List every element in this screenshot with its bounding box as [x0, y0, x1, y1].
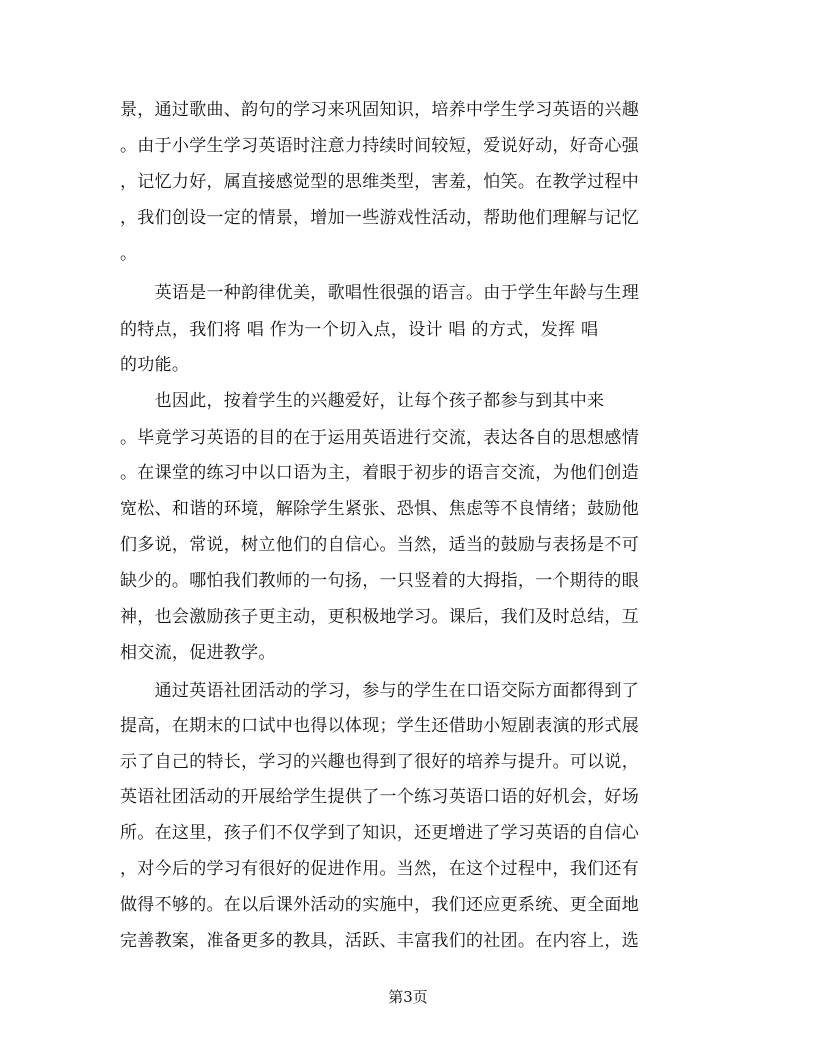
text-line: 缺少的。哪怕我们教师的一句扬，一只竖着的大拇指，一个期待的眼: [120, 571, 639, 591]
text-line: 英语是一种韵律优美，歌唱性很强的语言。由于学生年龄与生理: [120, 283, 639, 303]
text-line: 神，也会激励孩子更主动，更积极地学习。课后，我们及时总结，互: [120, 607, 639, 627]
text-line: 示了自己的特长，学习的兴趣也得到了很好的培养与提升。可以说，: [120, 752, 639, 772]
text-line: ，记忆力好，属直接感觉型的思维类型，害羞，怕笑。在教学过程中: [120, 172, 639, 192]
text-line: 提高，在期末的口试中也得以体现；学生还借助小短剧表演的形式展: [120, 716, 639, 736]
text-line: 完善教案，准备更多的教具，活跃、丰富我们的社团。在内容上，选: [120, 931, 639, 951]
text-line: 的功能。: [120, 355, 190, 375]
page-number: 第3页: [388, 988, 428, 1006]
text-line: 们多说，常说，树立他们的自信心。当然，适当的鼓励与表扬是不可: [120, 535, 639, 555]
text-line: 。在课堂的练习中以口语为主，着眼于初步的语言交流，为他们创造: [120, 463, 639, 483]
text-line: 也因此，按着学生的兴趣爱好，让每个孩子都参与到其中来: [120, 391, 605, 411]
text-line: ，对今后的学习有很好的促进作用。当然，在这个过程中，我们还有: [120, 859, 639, 879]
text-line: 。: [120, 244, 138, 264]
text-line: 通过英语社团活动的学习，参与的学生在口语交际方面都得到了: [120, 681, 639, 701]
text-line: 英语社团活动的开展给学生提供了一个练习英语口语的好机会，好场: [120, 787, 639, 807]
text-line: ，我们创设一定的情景，增加一些游戏性活动，帮助他们理解与记忆: [120, 208, 639, 228]
text-line: 宽松、和谐的环境，解除学生紧张、恐惧、焦虑等不良情绪；鼓励他: [120, 499, 639, 519]
text-line: 所。在这里，孩子们不仅学到了知识，还更增进了学习英语的自信心: [120, 823, 639, 843]
text-line: 的特点，我们将 唱 作为一个切入点，设计 唱 的方式，发挥 唱: [120, 320, 599, 340]
text-line: 。毕竟学习英语的目的在于运用英语进行交流，表达各自的思想感情: [120, 428, 639, 448]
text-line: 。由于小学生学习英语时注意力持续时间较短，爱说好动，好奇心强: [120, 136, 639, 156]
text-line: 做得不够的。在以后课外活动的实施中，我们还应更系统、更全面地: [120, 895, 639, 915]
text-line: 景，通过歌曲、韵句的学习来巩固知识，培养中学生学习英语的兴趣: [120, 100, 639, 120]
text-line: 相交流，促进教学。: [120, 643, 276, 663]
